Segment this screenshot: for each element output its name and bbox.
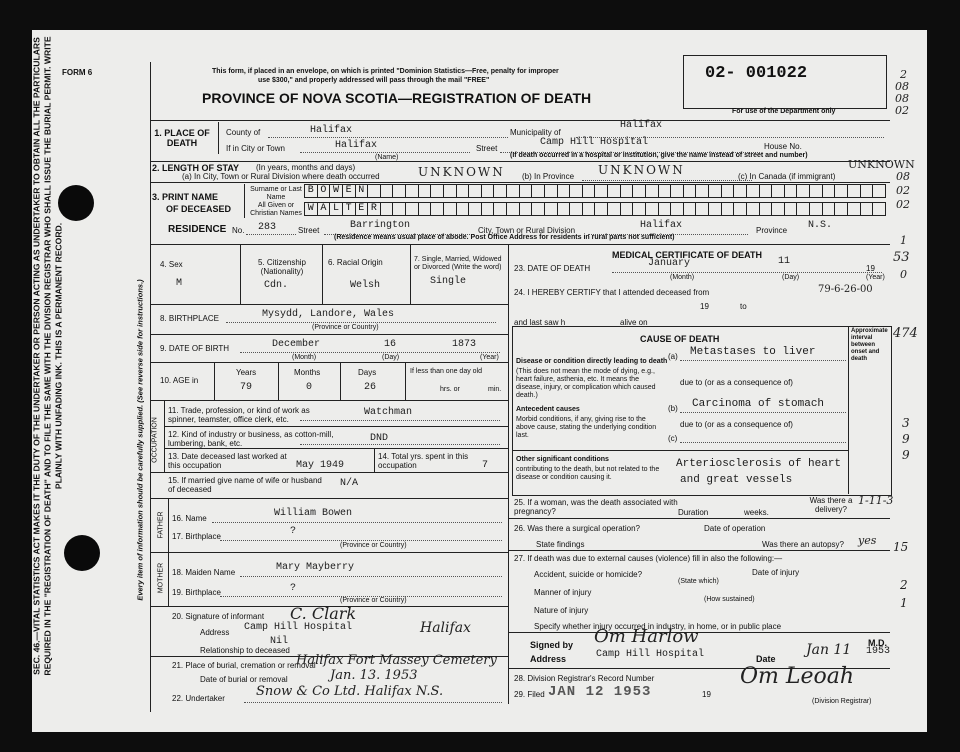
- father-birthplace-sub: (Province or Country): [340, 542, 407, 549]
- municipality-label: Municipality of: [510, 128, 561, 137]
- rule: [218, 122, 219, 154]
- postage-notice-2: use $300," and properly addressed will pass through the mail "FREE": [258, 77, 490, 84]
- dod-month-sub: (Month): [670, 274, 695, 281]
- letter-cell: E: [356, 203, 369, 215]
- rule: [508, 518, 890, 519]
- margin-code: 474: [893, 326, 918, 341]
- rule: [150, 472, 508, 473]
- alive-on-label: alive on: [620, 318, 648, 327]
- trade-label: 11. Trade, profession, or kind of work as spinner, teamster, office clerk, etc.: [168, 406, 310, 424]
- stay-canada-value: UNKNOWN: [848, 158, 915, 171]
- margin-code: 1-11-3: [858, 494, 894, 507]
- sex-value: M: [176, 278, 183, 289]
- stay-province-value: UNKNOWN: [598, 163, 685, 177]
- rule: [848, 326, 849, 494]
- margin-code: 02: [896, 198, 910, 211]
- informant-address: Camp Hill Hospital: [244, 622, 353, 633]
- given-names-label: All Given or Christian Names: [250, 202, 302, 217]
- total-years-label: 14. Total yrs. spent in this occupation: [378, 452, 469, 470]
- residence-label: RESIDENCE: [168, 224, 227, 235]
- md-label: M.D.: [868, 638, 887, 648]
- margin-code: 15: [893, 540, 909, 554]
- spouse-label: 15. If married give name of wife or husband of deceased: [168, 476, 322, 494]
- physician-address-label: Address: [530, 654, 567, 664]
- dob-day: 16: [384, 339, 397, 350]
- margin-code: 02: [896, 184, 910, 197]
- form-number: FORM 6: [62, 68, 93, 77]
- rule: [168, 498, 169, 552]
- print-name-label-1: 3. PRINT NAME: [152, 192, 219, 202]
- margin-code: 08: [895, 92, 909, 105]
- margin-code: 3: [902, 416, 910, 430]
- burial-place-label: 21. Place of burial, cremation or removal: [172, 661, 316, 670]
- rule: [168, 552, 169, 606]
- rule: [680, 442, 846, 443]
- street-label: Street: [476, 144, 498, 153]
- letter-cell: E: [343, 185, 356, 197]
- filed-19: 19: [702, 690, 711, 699]
- margin-code: 2: [900, 68, 907, 81]
- last-worked-label: 13. Date deceased last worked at this occupation: [168, 452, 287, 470]
- margin-code: 9: [902, 432, 910, 446]
- q26-autopsy: Was there an autopsy?: [762, 540, 844, 549]
- rule: [374, 448, 375, 472]
- cert-date-label: Date: [756, 654, 776, 664]
- father-name-label: 16. Name: [172, 514, 207, 523]
- certify-to-19: 19: [700, 302, 709, 311]
- margin-code: 08: [895, 80, 909, 93]
- rule: [150, 120, 890, 121]
- informant-signature-label: 20. Signature of informant: [172, 612, 265, 621]
- rule: [244, 702, 502, 703]
- injury-date: Date of injury: [752, 568, 800, 577]
- dob-year: 1873: [452, 339, 477, 350]
- letter-cell: O: [318, 185, 331, 197]
- stay-city-value: UNKNOWN: [418, 165, 505, 179]
- county-label: County of: [226, 128, 261, 137]
- rule: [150, 400, 508, 401]
- other-conditions-note: contributing to the death, but not related to the disease or condition causing it.: [516, 466, 660, 481]
- rule: [240, 576, 502, 577]
- last-saw-label: and last saw h: [514, 318, 566, 327]
- dod-day-sub: (Day): [782, 274, 800, 281]
- occupation-side-label: OCCUPATION: [151, 417, 159, 463]
- dob-day-sub: (Day): [382, 354, 400, 361]
- date-of-death-label: 23. DATE OF DEATH: [514, 264, 591, 273]
- residence-note: (Residence means usual place of abode. Post Office Address for residents in rural parts not sufficient): [334, 234, 675, 241]
- informant-relationship: Nil: [270, 636, 289, 647]
- stay-province-label: (b) In Province: [522, 172, 575, 181]
- residence-street: Barrington: [350, 220, 411, 231]
- marital-value: Single: [430, 276, 467, 287]
- rule: [240, 244, 241, 304]
- rule: [278, 362, 279, 400]
- letter-cell: N: [356, 185, 369, 197]
- citizenship-label: 5. Citizenship (Nationality): [257, 258, 307, 276]
- margin-code: 9: [902, 448, 910, 462]
- place-of-death-label: 1. PLACE OF DEATH: [154, 128, 210, 148]
- rule: [150, 244, 890, 245]
- father-birthplace-label: 17. Birthplace: [172, 532, 221, 541]
- margin-code: 2: [900, 578, 908, 592]
- interval-heading: Approximate interval between onset and death: [851, 328, 888, 362]
- birthplace-label: 8. BIRTHPLACE: [160, 314, 219, 323]
- informant-address-2: Halifax: [420, 620, 471, 636]
- cert-year: 1953: [866, 646, 891, 657]
- rule: [150, 552, 508, 553]
- racial-origin-value: Welsh: [350, 280, 381, 291]
- registrar-label: (Division Registrar): [812, 698, 872, 705]
- surname-label: Surname or Last Name: [250, 186, 302, 201]
- citizenship-value: Cdn.: [264, 280, 289, 291]
- rule: [680, 360, 846, 361]
- antecedent-note: Morbid conditions, if any, giving rise to the above cause, stating the underlying condition last.: [516, 416, 657, 439]
- rule: [512, 450, 848, 451]
- punch-hole-bottom: [64, 535, 100, 571]
- rule: [226, 322, 496, 323]
- sex-label: 4. Sex: [160, 260, 183, 269]
- dod-year-sub: (Year): [866, 274, 885, 281]
- city-label: If in City or Town: [226, 144, 285, 153]
- cause-a-marker: (a): [668, 352, 678, 361]
- mother-maiden-name: Mary Mayberry: [276, 562, 355, 573]
- letter-cell: W: [330, 185, 343, 197]
- letter-cell: B: [305, 185, 318, 197]
- margin-code: 02: [895, 104, 909, 117]
- house-no-label: House No.: [764, 142, 802, 151]
- rule: [150, 182, 890, 183]
- q25-weeks: weeks.: [744, 508, 769, 517]
- side-instructions-italic: Every item of information should be carefully supplied. (See reverse side for instructions.): [135, 279, 145, 601]
- rule: [150, 498, 508, 499]
- mother-birthplace-label: 19. Birthplace: [172, 588, 221, 597]
- q25-label: 25. If a woman, was the death associated with pregnancy?: [514, 498, 678, 516]
- certify-note: 79-6-26-00: [818, 284, 873, 295]
- registrar-signature: Om Leoah: [740, 664, 855, 689]
- cause-a: Metastases to liver: [690, 346, 816, 358]
- rule: [582, 180, 752, 181]
- nature-label: Nature of injury: [534, 606, 589, 615]
- rule: [508, 244, 509, 704]
- dod-year-prefix: 19: [866, 264, 875, 273]
- rule: [508, 632, 890, 633]
- margin-rule: [150, 62, 151, 712]
- margin-code: 0: [900, 268, 907, 281]
- state-which: (State which): [678, 578, 719, 585]
- burial-date: Jan. 13. 1953: [330, 668, 418, 683]
- specify-label: Specify whether injury occurred in industry, in home, or in public place: [534, 622, 782, 631]
- rule: [680, 412, 846, 413]
- residence-city: Halifax: [640, 220, 683, 231]
- dob-year-sub: (Year): [480, 354, 499, 361]
- rule: [612, 272, 882, 273]
- city-value: Halifax: [335, 140, 378, 151]
- q26-date: Date of operation: [704, 524, 766, 533]
- medical-heading: MEDICAL CERTIFICATE OF DEATH: [612, 250, 762, 260]
- burial-place: Halifax Fort Massey Cemetery: [296, 653, 497, 668]
- rule: [322, 244, 323, 304]
- residence-province: N.S.: [808, 220, 833, 231]
- last-worked-value: May 1949: [296, 460, 345, 471]
- manner-label: Manner of injury: [534, 588, 592, 597]
- due-to-label-1: due to (or as a consequence of): [680, 378, 793, 387]
- cert-date: Jan 11: [806, 642, 852, 658]
- filed-stamp: JAN 12 1953: [548, 684, 652, 700]
- age-years: 79: [240, 382, 253, 393]
- residence-province-label: Province: [756, 226, 788, 235]
- mother-maiden-label: 18. Maiden Name: [172, 568, 236, 577]
- municipality-value: Halifax: [620, 120, 663, 131]
- page-title: PROVINCE OF NOVA SCOTIA—REGISTRATION OF DEATH: [202, 90, 592, 106]
- rule: [240, 352, 500, 353]
- dob-month-sub: (Month): [292, 354, 317, 361]
- mother-birthplace: ?: [290, 583, 297, 594]
- stay-city-label: (a) In City, Town or Rural Division where death occurred: [182, 172, 380, 181]
- industry-label: 12. Kind of industry or business, as cotton-mill, lumbering, bank, etc.: [168, 430, 334, 448]
- cause-c-marker: (c): [668, 434, 678, 443]
- other-condition-1: Arteriosclerosis of heart: [676, 458, 842, 470]
- letter-cell: L: [330, 203, 343, 215]
- letter-cell: T: [343, 203, 356, 215]
- burial-date-label: Date of burial or removal: [200, 675, 288, 684]
- surname-letter-grid: [304, 184, 886, 198]
- margin-code: 08: [896, 170, 910, 183]
- letter-cell: R: [368, 203, 381, 215]
- rule: [212, 522, 502, 523]
- residence-city-label: City, Town or Rural Division: [478, 226, 576, 235]
- how-sustained: (How sustained): [704, 596, 755, 603]
- marital-label: 7. Single, Married, Widowed or Divorced (Write the word): [414, 256, 502, 271]
- dod-month: January: [648, 258, 691, 269]
- residence-no-label: No.: [232, 226, 245, 235]
- undertaker-label: 22. Undertaker: [172, 694, 225, 703]
- age-months-label: Months: [294, 368, 321, 377]
- letter-cell: W: [305, 203, 318, 215]
- registration-number: 02- 001022: [705, 64, 808, 83]
- informant-signature: C. Clark: [290, 604, 357, 623]
- street-value: Camp Hill Hospital: [540, 137, 649, 148]
- residence-no: 283: [258, 222, 277, 233]
- filed-label: 29. Filed: [514, 690, 545, 699]
- street-note: (If death occurred in a hospital or institution, give the name instead of street and number): [510, 152, 808, 159]
- rule: [150, 334, 508, 335]
- physician-address: Camp Hill Hospital: [596, 649, 705, 660]
- rule: [164, 426, 508, 427]
- father-name: William Bowen: [274, 508, 353, 519]
- rule: [220, 540, 502, 541]
- certify-to: to: [740, 302, 747, 311]
- q26-findings: State findings: [536, 540, 585, 549]
- rule: [150, 161, 890, 162]
- due-to-label-2: due to (or as a consequence of): [680, 420, 793, 429]
- accident-label: Accident, suicide or homicide?: [534, 570, 643, 579]
- rule: [300, 152, 470, 153]
- mother-side-label: MOTHER: [157, 562, 165, 594]
- length-of-stay-desc: (In years, months and days): [256, 163, 356, 172]
- rule: [508, 550, 890, 551]
- age-years-label: Years: [236, 368, 257, 377]
- cause-of-death-heading: CAUSE OF DEATH: [640, 334, 720, 344]
- direct-cause-label: Disease or condition directly leading to death: [516, 358, 668, 365]
- spouse-value: N/A: [340, 478, 359, 489]
- margin-code: 1: [900, 596, 908, 610]
- age-months: 0: [306, 382, 313, 393]
- father-birthplace: ?: [290, 526, 297, 537]
- age-days-label: Days: [358, 368, 377, 377]
- less-than-day-label: If less than one day old: [410, 368, 482, 375]
- father-side-label: FATHER: [157, 511, 165, 539]
- age-days: 26: [364, 382, 377, 393]
- rule: [300, 420, 500, 421]
- q25-delivery: Was there a delivery?: [809, 496, 853, 514]
- residence-street-label: Street: [298, 226, 320, 235]
- postage-notice-1: This form, if placed in an envelope, on which is printed "Dominion Statistics—Free, penalty for improper: [212, 68, 559, 75]
- length-of-stay-label: 2. LENGTH OF STAY: [152, 163, 240, 173]
- other-conditions-label: Other significant conditions: [516, 456, 609, 463]
- rule: [268, 137, 508, 138]
- dob-label: 9. DATE OF BIRTH: [160, 344, 230, 353]
- undertaker-value: Snow & Co Ltd. Halifax N.S.: [256, 684, 444, 699]
- rule: [164, 448, 508, 449]
- physician-signature: Om Harlow: [594, 626, 699, 647]
- name-sublabel: (Name): [375, 154, 399, 161]
- other-condition-2: and great vessels: [680, 474, 793, 486]
- birthplace-value: Mysydd, Landore, Wales: [262, 309, 395, 320]
- division-record-label: 28. Division Registrar's Record Number: [514, 674, 655, 683]
- q26-label: 26. Was there a surgical operation?: [514, 524, 640, 533]
- letter-cell: A: [318, 203, 331, 215]
- margin-code: 1: [900, 234, 907, 247]
- rule: [410, 244, 411, 304]
- trade-value: Watchman: [364, 407, 413, 418]
- print-name-label-2: OF DECEASED: [166, 204, 232, 214]
- given-names-letter-grid: [304, 202, 886, 216]
- county-value: Halifax: [310, 125, 353, 136]
- department-use-label: For use of the Department only: [732, 108, 836, 115]
- rule: [340, 362, 341, 400]
- mother-birthplace-sub: (Province or Country): [340, 597, 407, 604]
- cause-b-marker: (b): [668, 404, 678, 413]
- rule: [150, 304, 508, 305]
- q25-duration: Duration: [678, 508, 709, 517]
- antecedent-label: Antecedent causes: [516, 406, 580, 413]
- age-label: 10. AGE in: [160, 376, 199, 385]
- margin-code: 53: [893, 250, 910, 265]
- rule: [300, 444, 500, 445]
- industry-value: DND: [370, 433, 389, 444]
- rule: [246, 234, 296, 235]
- cause-b: Carcinoma of stomach: [692, 398, 825, 410]
- hrs-label: hrs. or: [440, 386, 460, 393]
- dod-day: 11: [778, 256, 791, 267]
- dob-month: December: [272, 339, 321, 350]
- autopsy-answer: yes: [858, 534, 877, 547]
- racial-origin-label: 6. Racial Origin: [328, 258, 383, 267]
- q27-label: 27. If death was due to external causes (violence) fill in also the following:—: [514, 554, 783, 563]
- rule: [244, 184, 245, 218]
- direct-cause-note: (This does not mean the mode of dying, e.g., heart failure, asthenia, etc. It means the disease, injury, or complication which caused death.): [516, 368, 656, 399]
- informant-address-label: Address: [200, 628, 230, 637]
- rule: [164, 400, 165, 472]
- side-instructions: SEC. 46.—VITAL STATISTICS ACT MAKES IT THE DUTY OF THE UNDERTAKER OR PERSON ACTING AS UNDERTAKER TO OBTAIN ALL THE PARTICULARS REQUIRED IN THE "REGISTRATION OF DEATH" AND TO FILE THE SAME WITH THE DIVISION REGISTRAR WHO SHALL ISSUE THE BURIAL PERMIT. WRITE PLAINLY WITH UNFADING INK. THIS IS A PERMANENT RECORD.: [31, 36, 64, 676]
- signed-by-label: Signed by: [530, 640, 574, 650]
- birthplace-sub: (Province or Country): [312, 324, 379, 331]
- relationship-label: Relationship to deceased: [200, 646, 290, 655]
- total-years-value: 7: [482, 460, 489, 471]
- certify-label: 24. I HEREBY CERTIFY that I attended deceased from: [514, 288, 710, 297]
- stay-canada-label: (c) In Canada (if immigrant): [738, 172, 836, 181]
- min-label: min.: [488, 386, 502, 393]
